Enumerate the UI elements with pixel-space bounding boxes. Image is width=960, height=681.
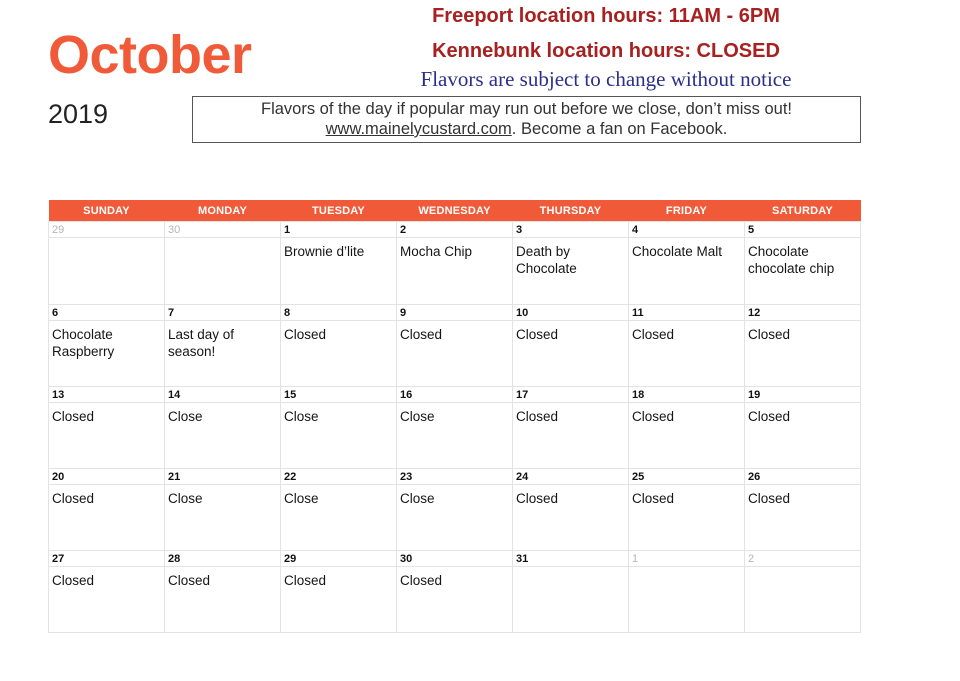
notice-line-1: Flavors of the day if popular may run out before we close, don’t miss out!: [260, 100, 792, 118]
flavor-of-day: [629, 567, 744, 572]
day-number: 30: [165, 222, 280, 238]
calendar-day-cell: [629, 551, 745, 633]
calendar-day-cell: [281, 305, 397, 387]
flavor-of-day: Closed: [516, 409, 559, 424]
flavor-of-day: Close: [400, 491, 435, 506]
day-number: 30: [397, 551, 512, 567]
calendar-day-cell: [513, 551, 629, 633]
flavor-of-day: Closed: [516, 491, 559, 506]
weekday-header-thursday: THURSDAY: [513, 200, 629, 222]
calendar-day-cell: [397, 305, 513, 387]
flavor-of-day: Death by Chocolate: [516, 244, 577, 276]
flavor-of-day: Closed: [632, 409, 675, 424]
calendar-week-row: [49, 387, 861, 469]
calendar-day-cell: [513, 305, 629, 387]
calendar-week-row: [49, 551, 861, 633]
calendar-day-cell: [165, 551, 281, 633]
website-link[interactable]: www.mainelycustard.com: [325, 120, 512, 138]
day-number: 18: [629, 387, 744, 403]
calendar-day-cell: [165, 305, 281, 387]
day-number: 2: [745, 551, 860, 567]
flavor-of-day: Chocolate Raspberry: [52, 327, 115, 359]
calendar-day-cell: [49, 469, 165, 551]
weekday-header-friday: FRIDAY: [629, 200, 745, 222]
calendar-day-cell: [745, 387, 861, 469]
day-number: 1: [281, 222, 396, 238]
calendar-week-row: [49, 469, 861, 551]
day-number: 11: [629, 305, 744, 321]
calendar-day-cell: [165, 222, 281, 305]
calendar-day-cell: [629, 222, 745, 305]
calendar-day-cell: [397, 387, 513, 469]
flavor-of-day: Chocolate chocolate chip: [748, 244, 835, 276]
notice-line-2: [193, 119, 860, 139]
day-number: 9: [397, 305, 512, 321]
calendar-day-cell: [513, 222, 629, 305]
day-number: 28: [165, 551, 280, 567]
flavor-of-day: Closed: [516, 327, 559, 342]
calendar-day-cell: [397, 469, 513, 551]
calendar-day-cell: [281, 469, 397, 551]
day-number: 2: [397, 222, 512, 238]
flavor-of-day: Last day of season!: [168, 327, 235, 359]
day-number: 24: [513, 469, 628, 485]
calendar-day-cell: [745, 469, 861, 551]
day-number: 4: [629, 222, 744, 238]
calendar-day-cell: [513, 469, 629, 551]
calendar-day-cell: [165, 387, 281, 469]
flavor-of-day: Mocha Chip: [400, 244, 473, 259]
weekday-header-row: [49, 200, 861, 222]
calendar-grid: [48, 200, 861, 633]
day-number: 7: [165, 305, 280, 321]
flavor-of-day: [513, 567, 628, 572]
calendar-day-cell: [49, 551, 165, 633]
calendar-day-cell: [629, 305, 745, 387]
flavor-of-day: Closed: [52, 491, 95, 506]
day-number: 17: [513, 387, 628, 403]
facebook-text: . Become a fan on Facebook.: [511, 120, 728, 138]
day-number: 1: [629, 551, 744, 567]
weekday-header-wednesday: WEDNESDAY: [397, 200, 513, 222]
flavor-of-day: Close: [284, 409, 319, 424]
calendar-day-cell: [397, 222, 513, 305]
day-number: 15: [281, 387, 396, 403]
day-number: 25: [629, 469, 744, 485]
calendar-day-cell: [281, 387, 397, 469]
calendar-day-cell: [745, 305, 861, 387]
flavor-of-day: Closed: [52, 573, 95, 588]
freeport-hours: Freeport location hours: 11AM - 6PM: [432, 5, 780, 27]
calendar-day-cell: [629, 387, 745, 469]
weekday-header-saturday: SATURDAY: [745, 200, 861, 222]
weekday-header-monday: MONDAY: [165, 200, 281, 222]
day-number: 21: [165, 469, 280, 485]
calendar-day-cell: [49, 222, 165, 305]
flavor-of-day: Closed: [632, 491, 675, 506]
flavor-of-day: Closed: [168, 573, 211, 588]
weekday-header-tuesday: TUESDAY: [281, 200, 397, 222]
calendar-week-row: [49, 222, 861, 305]
flavor-of-day: Closed: [400, 573, 443, 588]
year-label: 2019: [48, 99, 109, 129]
calendar-day-cell: [513, 387, 629, 469]
calendar-day-cell: [629, 469, 745, 551]
flavor-of-day: Brownie d’lite: [284, 244, 365, 259]
day-number: 12: [745, 305, 860, 321]
calendar-day-cell: [281, 222, 397, 305]
flavor-of-day: Closed: [400, 327, 443, 342]
flavor-of-day: Close: [168, 491, 203, 506]
day-number: 23: [397, 469, 512, 485]
calendar-day-cell: [745, 551, 861, 633]
flavor-change-notice: Flavors are subject to change without notice: [420, 67, 792, 91]
kennebunk-hours: Kennebunk location hours: CLOSED: [432, 40, 780, 62]
day-number: 29: [281, 551, 396, 567]
day-number: 6: [49, 305, 164, 321]
day-number: 29: [49, 222, 164, 238]
day-number: 16: [397, 387, 512, 403]
notice-box: [192, 96, 861, 143]
flavor-of-day: Closed: [748, 409, 791, 424]
flavor-of-day: Closed: [284, 573, 327, 588]
day-number: 10: [513, 305, 628, 321]
calendar-week-row: [49, 305, 861, 387]
flavor-of-day: Close: [168, 409, 203, 424]
flavor-of-day: Closed: [748, 491, 791, 506]
day-number: 20: [49, 469, 164, 485]
day-number: 31: [513, 551, 628, 567]
day-number: 22: [281, 469, 396, 485]
flavor-of-day: [745, 567, 860, 572]
day-number: 26: [745, 469, 860, 485]
day-number: 5: [745, 222, 860, 238]
flavor-of-day: Close: [284, 491, 319, 506]
weekday-header-sunday: SUNDAY: [49, 200, 165, 222]
calendar-day-cell: [397, 551, 513, 633]
day-number: 14: [165, 387, 280, 403]
day-number: 3: [513, 222, 628, 238]
calendar-day-cell: [165, 469, 281, 551]
calendar-day-cell: [49, 387, 165, 469]
flavor-of-day: Close: [400, 409, 435, 424]
month-title: October: [48, 25, 252, 85]
day-number: 13: [49, 387, 164, 403]
day-number: 8: [281, 305, 396, 321]
flavor-of-day: Closed: [632, 327, 675, 342]
flavor-of-day: Chocolate Malt: [632, 244, 723, 259]
day-number: 27: [49, 551, 164, 567]
flavor-of-day: Closed: [284, 327, 327, 342]
calendar-day-cell: [281, 551, 397, 633]
flavor-of-day: Closed: [748, 327, 791, 342]
flavor-of-day: [49, 238, 164, 243]
calendar-day-cell: [49, 305, 165, 387]
day-number: 19: [745, 387, 860, 403]
flavor-of-day: Closed: [52, 409, 95, 424]
flavor-of-day: [165, 238, 280, 243]
calendar-day-cell: [745, 222, 861, 305]
